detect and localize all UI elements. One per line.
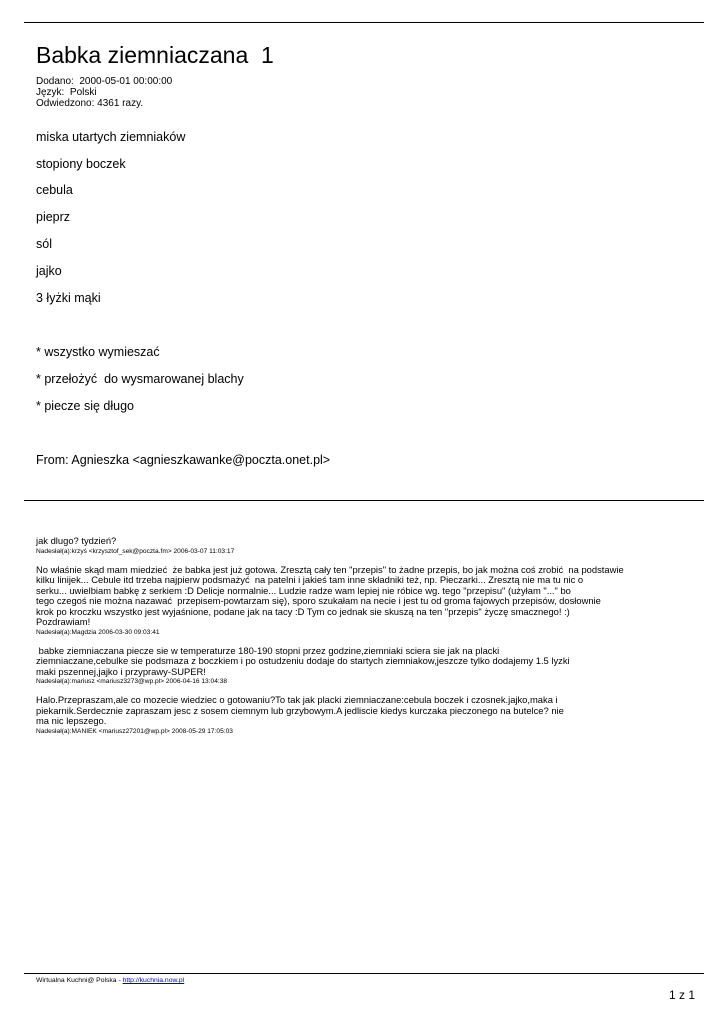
comment-text bbox=[36, 536, 676, 547]
top-rule bbox=[24, 22, 704, 23]
ingredient-item: sól bbox=[36, 237, 52, 251]
recipe-meta bbox=[36, 76, 172, 109]
section-rule bbox=[24, 500, 704, 501]
comment-meta: Nadesłał(a):krzyś <krzysztof_sek@poczta.fm> 2006-03-07 11:03:17 bbox=[36, 547, 235, 555]
comments-list bbox=[36, 536, 676, 745]
comment bbox=[36, 695, 676, 736]
comment-line: jak dlugo? tydzień? bbox=[36, 535, 117, 546]
step-item: * wszystko wymieszać bbox=[36, 345, 160, 359]
comment-line: piekarnik.Serdecznie zapraszam jesc z sosem ciemnym lub grzybowym.A jedliscie kiedys kurczaka pieczonego na butelce? nie bbox=[36, 704, 564, 716]
author-line: From: Agnieszka <agnieszkawanke@poczta.onet.pl> bbox=[36, 453, 331, 467]
comment-text bbox=[36, 565, 676, 628]
comment-line: ma nic lepszego. bbox=[36, 715, 107, 726]
footer-site-label: Wirtualna Kuchni@ Polska - bbox=[36, 977, 123, 984]
comment-line: Halo.Przepraszam,ale co mozecie wiedziec o gotowaniu?To tak jak placki ziemniaczane:cebula boczek i czosnek.jajko,maka i bbox=[36, 694, 558, 705]
comment-line: ziemniaczane,cebulke sie podsmaza z boczkiem i po ostudzeniu dodaje do startych ziemniakow,jeszcze tylko dodajemy 1.5 lyzki bbox=[36, 655, 570, 666]
comment-meta: Nadesłał(a):MANIEK <mariusz27201@wp.pl> 2008-05-29 17:05:03 bbox=[36, 727, 233, 735]
comment-line: babke ziemniaczana piecze sie w temperaturze 180-190 stopni przez godzine,ziemniaki sciera sie jak na placki bbox=[36, 644, 500, 656]
page-title: Babka ziemniaczana 1 bbox=[36, 42, 274, 68]
comment-text bbox=[36, 695, 676, 727]
page-number: 1 z 1 bbox=[669, 988, 696, 1002]
comment-line: maki pszennej,jajko i przyprawy-SUPER! bbox=[36, 665, 206, 677]
visit-count: Odwiedzono: 4361 razy. bbox=[36, 98, 144, 109]
ingredient-item: 3 łyżki mąki bbox=[36, 291, 101, 305]
comment-line: Pozdrawiam! bbox=[36, 616, 91, 627]
comment-meta: Nadesłał(a):mariusz <mariusz3273@wp.pl> 2006-04-16 13:04:38 bbox=[36, 678, 228, 685]
comment-line: tego czegoś nie można nazawać przepisem-powtarzam się), sporo szukałam na necie i jest tu od groma fajowych przepisów, dosłownie bbox=[36, 595, 601, 606]
comment-line: No właśnie skąd mam miedzieć że babka jest już gotowa. Zresztą cały ten "przepis" to żadne przepis, bo jak można coś zrobić na podstawie bbox=[36, 563, 624, 575]
comment-line: krok po kroczku wszystko jest wyjaśnione, podane jak na tacy :D Tym co jednak sie skuszą na ten "przepis" życzę smacznego! :) bbox=[36, 605, 570, 617]
language: Język: Polski bbox=[36, 87, 97, 98]
comment bbox=[36, 565, 676, 637]
comment-meta: Nadesłał(a):Magdzia 2006-03-30 09:03:41 bbox=[36, 628, 160, 636]
step-item: * piecze się długo bbox=[36, 399, 134, 413]
footer-rule bbox=[24, 973, 704, 974]
comment bbox=[36, 536, 676, 556]
comment-text bbox=[36, 646, 676, 678]
ingredient-item: pieprz bbox=[36, 210, 71, 224]
comment bbox=[36, 646, 676, 687]
site-link[interactable]: http://kuchnia.now.pl bbox=[122, 977, 185, 984]
footer-watermark: ·········· bbox=[669, 979, 679, 983]
step-item: * przełożyć do wysmarowanej blachy bbox=[36, 372, 244, 386]
ingredient-item: cebula bbox=[36, 183, 73, 197]
footer-site bbox=[36, 977, 184, 984]
added-date: Dodano: 2000-05-01 00:00:00 bbox=[36, 76, 173, 87]
ingredient-item: stopiony boczek bbox=[36, 157, 126, 171]
ingredient-item: miska utartych ziemniaków bbox=[36, 130, 186, 144]
comment-line: kilku linijek... Cebule itd trzeba najpierw podsmażyć na patelni i jakieś tam inne składniki też, np. Pieczarki... Zresztą nie ma tu nic o bbox=[36, 574, 584, 585]
ingredient-item: jajko bbox=[36, 264, 62, 278]
comment-line: serku... uwielbiam babkę z serkiem :D Delicje normalnie... Ludzie radze wam lepiej nie róbice wg. tego "przepisu" (użyłam "..." bo bbox=[36, 584, 571, 596]
